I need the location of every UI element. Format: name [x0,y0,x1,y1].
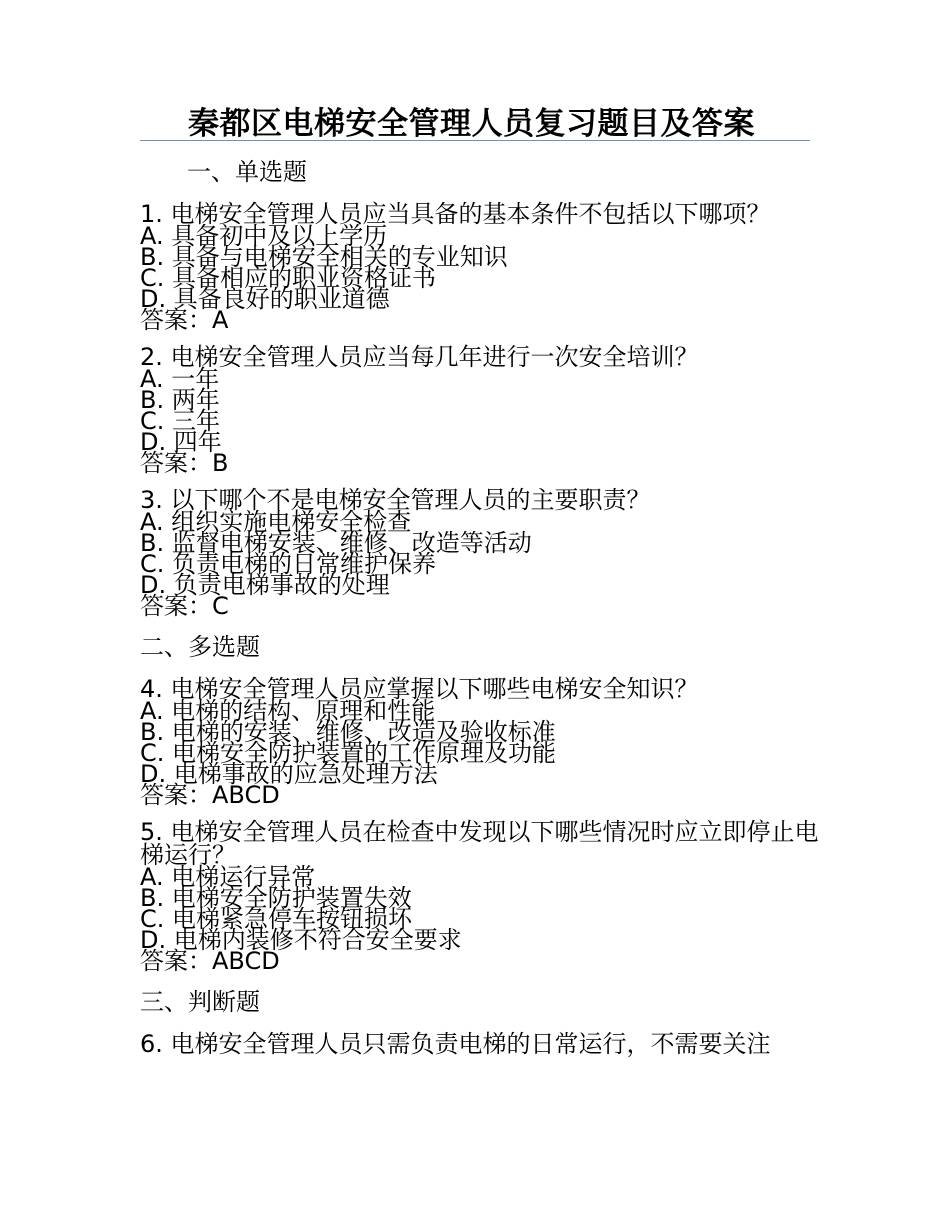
option-d: D. 四年 [140,428,222,456]
option-a: A. 组织实施电梯安全检查 [140,508,412,536]
option-a: A. 具备初中及以上学历 [140,222,388,250]
question-2 [140,343,820,477]
title-underline [140,140,810,141]
option-b: B. 监督电梯安装、维修、改造等活动 [140,529,532,557]
option-c: C. 三年 [140,407,221,435]
question-text: 3. 以下哪个不是电梯安全管理人员的主要职责？ [140,486,651,514]
option-b: B. 具备与电梯安全相关的专业知识 [140,243,508,271]
question-6 [140,1030,820,1058]
document-title: 秦都区电梯安全管理人员复习题目及答案 [188,106,755,142]
option-a: A. 电梯的结构、原理和性能 [140,697,436,725]
option-c: C. 具备相应的职业资格证书 [140,264,437,292]
document-body [140,157,820,1071]
section-heading-multiple-choice: 二、多选题 [140,633,260,661]
option-c: C. 负责电梯的日常维护保养 [140,550,437,578]
option-a: A. 电梯运行异常 [140,863,316,891]
option-d: D. 电梯内装修不符合安全要求 [140,926,462,954]
option-a: A. 一年 [140,365,220,393]
option-d: D. 负责电梯事故的处理 [140,571,390,599]
option-c: C. 电梯紧急停车按钮损坏 [140,905,413,933]
answer: 答案：C [140,592,229,620]
question-5 [140,818,820,975]
answer: 答案：ABCD [140,781,280,809]
answer: 答案：B [140,449,229,477]
option-c: C. 电梯安全防护装置的工作原理及功能 [140,739,557,767]
option-d: D. 电梯事故的应急处理方法 [140,760,438,788]
option-b: B. 两年 [140,386,220,414]
question-text: 4. 电梯安全管理人员应掌握以下哪些电梯安全知识？ [140,675,699,703]
question-3 [140,486,820,620]
question-text: 1. 电梯安全管理人员应当具备的基本条件不包括以下哪项？ [140,200,771,228]
section-heading-single-choice: 一、单选题 [187,158,307,186]
option-b: B. 电梯的安装、维修、改造及验收标准 [140,718,556,746]
question-text: 6. 电梯安全管理人员只需负责电梯的日常运行，不需要关注 [140,1030,771,1058]
option-d: D. 具备良好的职业道德 [140,285,390,313]
option-b: B. 电梯安全防护装置失效 [140,884,412,912]
question-text: 2. 电梯安全管理人员应当每几年进行一次安全培训？ [140,343,699,371]
answer: 答案：A [140,306,229,334]
question-4 [140,675,820,809]
question-text: 5. 电梯安全管理人员在检查中发现以下哪些情况时应立即停止电梯运行？ [140,818,819,869]
answer: 答案：ABCD [140,947,280,975]
question-1 [140,200,820,334]
section-heading-true-false: 三、判断题 [140,988,260,1016]
